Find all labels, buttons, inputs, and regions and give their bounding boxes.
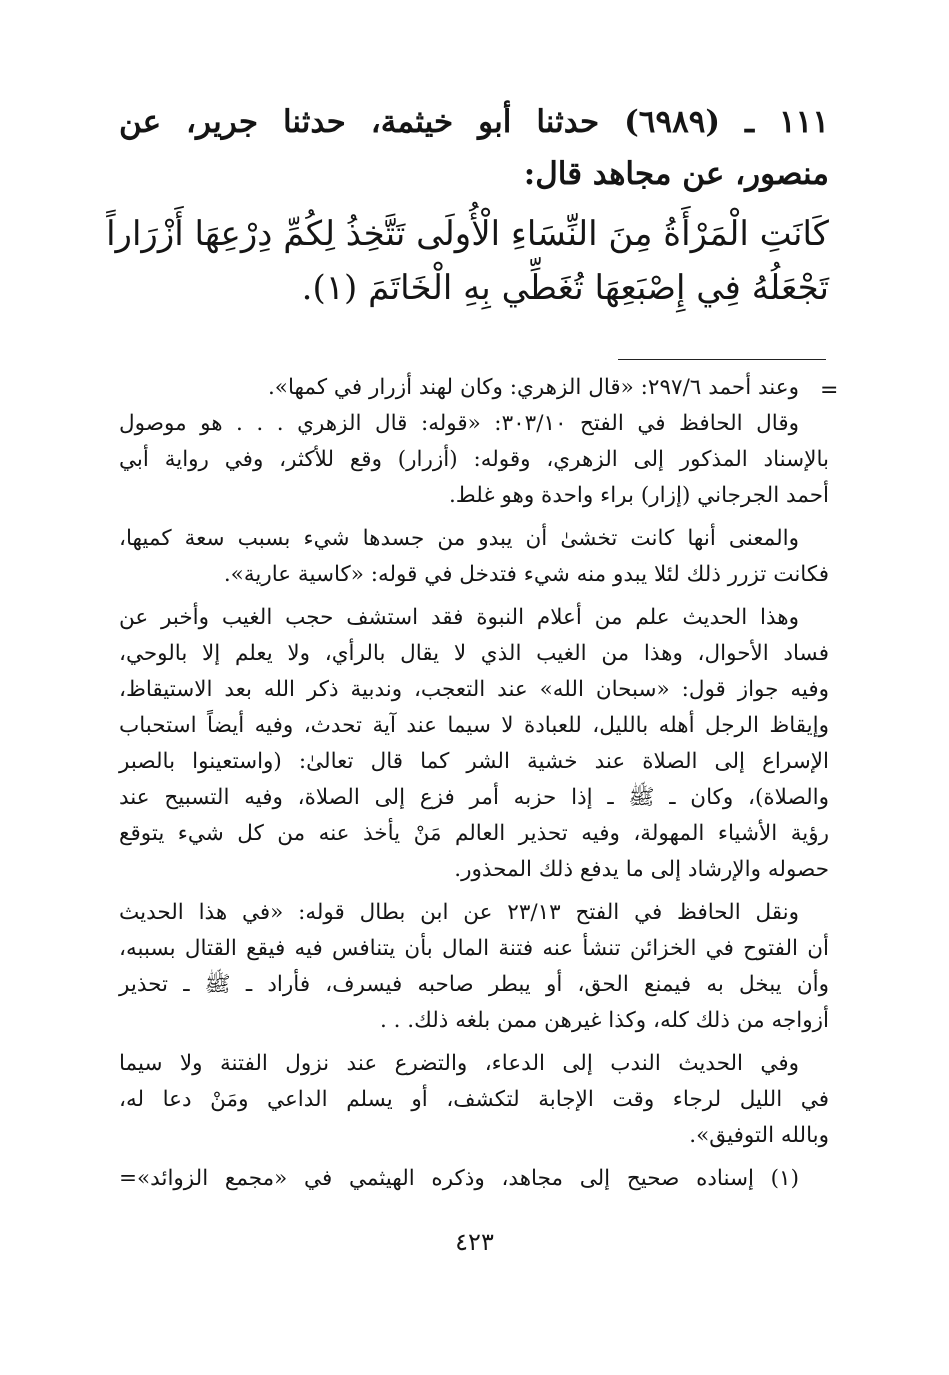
- note-line: رؤية الأشياء المهولة، وفيه تحذير العالم مَنْ يأخذ عنه من كل شيء يتوقع: [119, 821, 829, 846]
- page-number: ٤٢٣: [455, 1228, 494, 1256]
- continuation-mark: =: [820, 378, 839, 403]
- note-line: والمعنى أنها كانت تخشىٰ أن يبدو من جسدها شيء بسبب سعة كميها،: [119, 526, 799, 551]
- note-line: وهذا الحديث علم من أعلام النبوة فقد استشف حجب الغيب وأخبر عن: [119, 605, 799, 630]
- footnote-1: (١) إسناده صحيح إلى مجاهد، وذكره الهيثمي في «مجمع الزوائد»=: [119, 1166, 799, 1191]
- hadith-header-line-1: ١١١ ـ (٦٩٨٩) حدثنا أبو خيثمة، حدثنا جرير، عن: [119, 104, 829, 140]
- note-line: وأن يبخل به فيمنع الحق، أو يبطر صاحبه فيسرف، فأراد ـ ﷺ ـ تحذير: [119, 972, 829, 997]
- note-line: حصوله والإرشاد إلى ما يدفع ذلك المحذور.: [454, 857, 829, 882]
- footnote-separator: [618, 359, 826, 360]
- note-line: الإسراع إلى الصلاة عند خشية الشر كما قال تعالىٰ: (واستعينوا بالصبر: [119, 749, 829, 774]
- hadith-header-line-2: منصور، عن مجاهد قال:: [523, 156, 829, 192]
- note-line: وإيقاظ الرجل أهله بالليل، للعبادة لا سيما عند آية تحدث، وفيه أيضاً استحباب: [119, 713, 829, 738]
- note-line: أن الفتوح في الخزائن تنشأ عنه فتنة المال بأن يتنافس فيه فيقع القتال بسببه،: [119, 936, 829, 961]
- note-line: وعند أحمد ٢٩٧/٦: «قال الزهري: وكان لهند أزرار في كمها».: [267, 375, 799, 400]
- note-line: بالإسناد المذكور إلى الزهري، وقوله: (أزرار) وقع للأكثر، وفي رواية أبي: [119, 447, 829, 472]
- note-line: أزواجه من ذلك كله، وكذا غيرهن ممن بلغه ذلك. . .: [379, 1008, 829, 1033]
- note-line: فساد الأحوال، وهذا من الغيب الذي لا يقال بالرأي، ولا يعلم إلا بالوحي،: [119, 641, 829, 666]
- hadith-text-line-2: تَجْعَلُهُ فِي إِصْبَعِهَا تُغَطِّي بِهِ الْخَاتَمَ (١).: [301, 268, 829, 308]
- hadith-text-line-1: كَانَتِ الْمَرْأَةُ مِنَ النِّسَاءِ الْأُولَى تَتَّخِذُ لِكُمِّ دِرْعِهَا أَزْرَاراً: [106, 214, 829, 254]
- note-line: أحمد الجرجاني (إزار) براء واحدة وهو غلط.: [448, 483, 829, 508]
- note-line: وفي الحديث الندب إلى الدعاء، والتضرع عند نزول الفتنة ولا سيما: [119, 1051, 799, 1076]
- note-line: ونقل الحافظ في الفتح ٢٣/١٣ عن ابن بطال قوله: «في هذا الحديث: [119, 900, 800, 925]
- note-line: والصلاة)، وكان ـ ﷺ ـ إذا حزبه أمر فزع إلى الصلاة، وفيه التسبيح عند: [119, 785, 829, 810]
- note-line: وفيه جواز قول: «سبحان الله» عند التعجب، وندبية ذكر الله بعد الاستيقاظ،: [119, 677, 829, 702]
- note-line: وبالله التوفيق».: [689, 1123, 829, 1148]
- note-line: فكانت تزرر ذلك لئلا يبدو منه شيء فتدخل في قوله: «كاسية عارية».: [223, 562, 829, 587]
- note-line: وقال الحافظ في الفتح ٣٠٣/١٠: «قوله: قال الزهري . . . هو موصول: [119, 411, 799, 436]
- note-line: في الليل لرجاء وقت الإجابة لتكشف، أو يسلم الداعي ومَنْ دعا له،: [119, 1087, 829, 1112]
